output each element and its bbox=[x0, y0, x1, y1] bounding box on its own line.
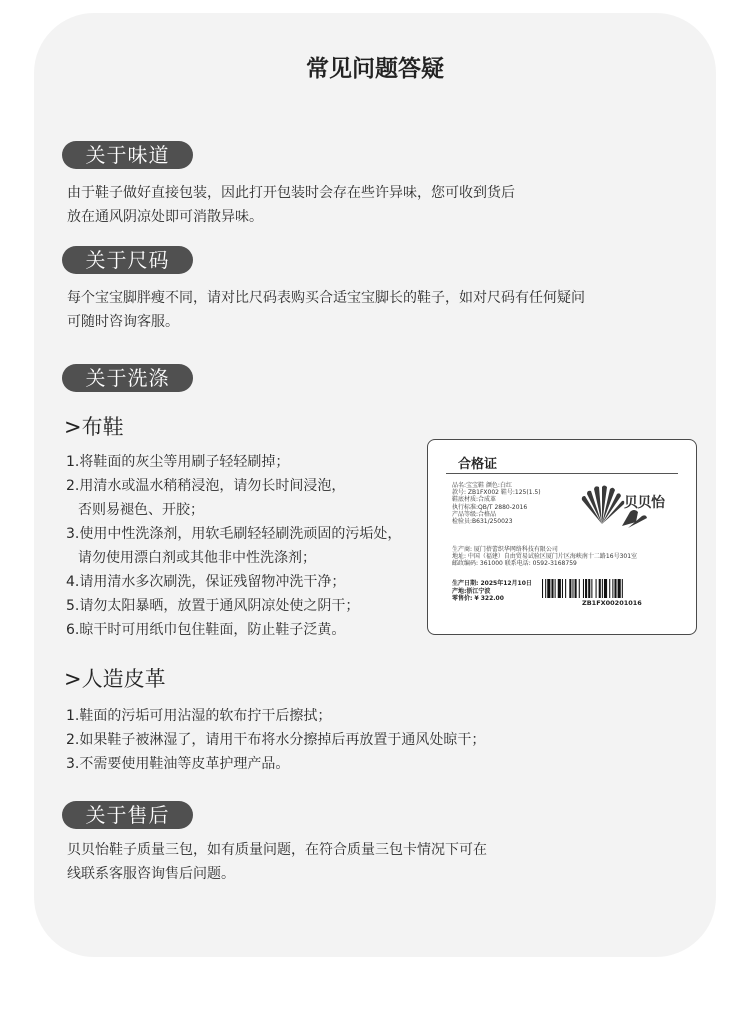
barcode-bar bbox=[604, 579, 607, 598]
barcode-bar bbox=[591, 579, 592, 598]
text-line: 线联系客服咨询售后问题。 bbox=[67, 866, 235, 882]
size-paragraph bbox=[67, 286, 585, 334]
cloth-shoe-subheading: >布鞋 bbox=[64, 415, 124, 439]
info-line: 执行标准:QB/T 2880-2016 bbox=[452, 503, 528, 511]
barcode-bar bbox=[583, 579, 584, 598]
barcode-bar bbox=[622, 579, 623, 598]
barcode-bar bbox=[602, 579, 603, 598]
divider bbox=[446, 473, 678, 474]
manufacturer-info bbox=[452, 546, 637, 568]
section-heading-smell: 关于味道 bbox=[62, 141, 193, 169]
info-line: 产品等级:合格品 bbox=[452, 510, 497, 518]
barcode-bar bbox=[612, 579, 613, 598]
info-line: 邮政编码: 361000 联系电话: 0592-3168759 bbox=[452, 560, 577, 568]
list-item: 3.使用中性洗涤剂，用软毛刷轻轻刷洗顽固的污垢处， bbox=[66, 526, 402, 542]
list-item: 2.用清水或温水稍稍浸泡，请勿长时间浸泡， bbox=[66, 478, 346, 494]
brand-logo-text: 贝贝怡 bbox=[624, 495, 665, 511]
leather-care-list bbox=[66, 704, 485, 776]
list-item: 1.鞋面的污垢可用沾湿的软布拧干后擦拭； bbox=[66, 708, 332, 724]
list-item: 1.将鞋面的灰尘等用刷子轻轻刷掉； bbox=[66, 454, 290, 470]
info-line: 产地:浙江宁波 bbox=[452, 587, 491, 595]
text-line: 放在通风阴凉处即可消散异味。 bbox=[67, 209, 263, 225]
barcode-bar bbox=[542, 579, 543, 598]
production-info bbox=[452, 580, 532, 603]
certificate-info bbox=[452, 482, 541, 525]
list-item: 2.如果鞋子被淋湿了，请用干布将水分擦掉后再放置于通风处晾干； bbox=[66, 732, 486, 748]
info-line: 零售价: ¥ 322.00 bbox=[452, 595, 504, 602]
info-line: 生产日期: 2025年12月10日 bbox=[452, 580, 532, 587]
list-item: 5.请勿太阳暴晒，放置于通风阴凉处使之阴干； bbox=[66, 598, 360, 614]
info-line: 检验员:B631/250023 bbox=[452, 517, 513, 525]
list-item: 请勿使用漂白剂或其他非中性洗涤剂； bbox=[78, 550, 316, 566]
certificate-title: 合格证 bbox=[458, 457, 498, 472]
barcode-icon bbox=[542, 579, 680, 598]
barcode-bar bbox=[614, 579, 616, 598]
barcode-number: ZB1FX00201016 bbox=[582, 599, 642, 607]
text-line: 由于鞋子做好直接包装，因此打开包装时会存在些许异味，您可收到货后 bbox=[67, 185, 515, 201]
page-title: 常见问题答疑 bbox=[306, 56, 444, 82]
barcode-bar bbox=[547, 579, 550, 598]
section-heading-aftersale: 关于售后 bbox=[62, 801, 193, 829]
aftersale-paragraph bbox=[67, 838, 487, 886]
barcode-bar bbox=[596, 579, 597, 598]
text-line: 贝贝怡鞋子质量三包，如有质量问题，在符合质量三包卡情况下可在 bbox=[67, 842, 487, 858]
barcode-bar bbox=[609, 579, 610, 598]
barcode-bar bbox=[588, 579, 590, 598]
barcode-bar bbox=[575, 579, 577, 598]
info-line: 生产商: 厦门蓓蕾织华网络科技有限公司 bbox=[452, 546, 558, 553]
info-line: 款号: ZB1FX002 鞋号:125(1.5) bbox=[452, 489, 541, 497]
cloth-care-list bbox=[66, 450, 401, 642]
barcode-bar bbox=[562, 579, 563, 598]
barcode-bar bbox=[618, 579, 621, 598]
section-heading-wash: 关于洗涤 bbox=[62, 364, 193, 392]
barcode-bar bbox=[551, 579, 553, 598]
barcode-bar bbox=[558, 579, 561, 598]
info-line: 地址: 中国（福建）自由贸易试验区厦门片区海峡南十二路16号301室 bbox=[452, 553, 638, 561]
text-line: 可随时咨询客服。 bbox=[67, 314, 179, 330]
barcode-bar bbox=[585, 579, 587, 598]
barcode-bar bbox=[579, 579, 580, 598]
section-heading-size: 关于尺码 bbox=[62, 246, 193, 274]
barcode-bar bbox=[599, 579, 601, 598]
info-line: 鞋底材质:合成革 bbox=[452, 496, 497, 504]
barcode-bar bbox=[555, 579, 556, 598]
text-line: 每个宝宝脚胖瘦不同，请对比尺码表购买合适宝宝脚长的鞋子，如对尺码有任何疑问 bbox=[67, 290, 585, 306]
barcode-bar bbox=[545, 579, 546, 598]
list-item: 6.晾干时可用纸巾包住鞋面，防止鞋子泛黄。 bbox=[66, 622, 346, 638]
certificate-label bbox=[427, 439, 697, 635]
list-item: 否则易褪色、开胶； bbox=[78, 502, 204, 518]
barcode-bar bbox=[565, 579, 566, 598]
barcode-bar bbox=[569, 579, 571, 598]
list-item: 3.不需要使用鞋油等皮革护理产品。 bbox=[66, 756, 290, 772]
smell-paragraph bbox=[67, 181, 515, 229]
leather-subheading: >人造皮革 bbox=[64, 667, 166, 691]
barcode-bar bbox=[572, 579, 573, 598]
info-line: 品名:宝宝鞋 颜色:白红 bbox=[452, 482, 512, 489]
list-item: 4.请用清水多次刷洗，保证残留物冲洗干净； bbox=[66, 574, 346, 590]
